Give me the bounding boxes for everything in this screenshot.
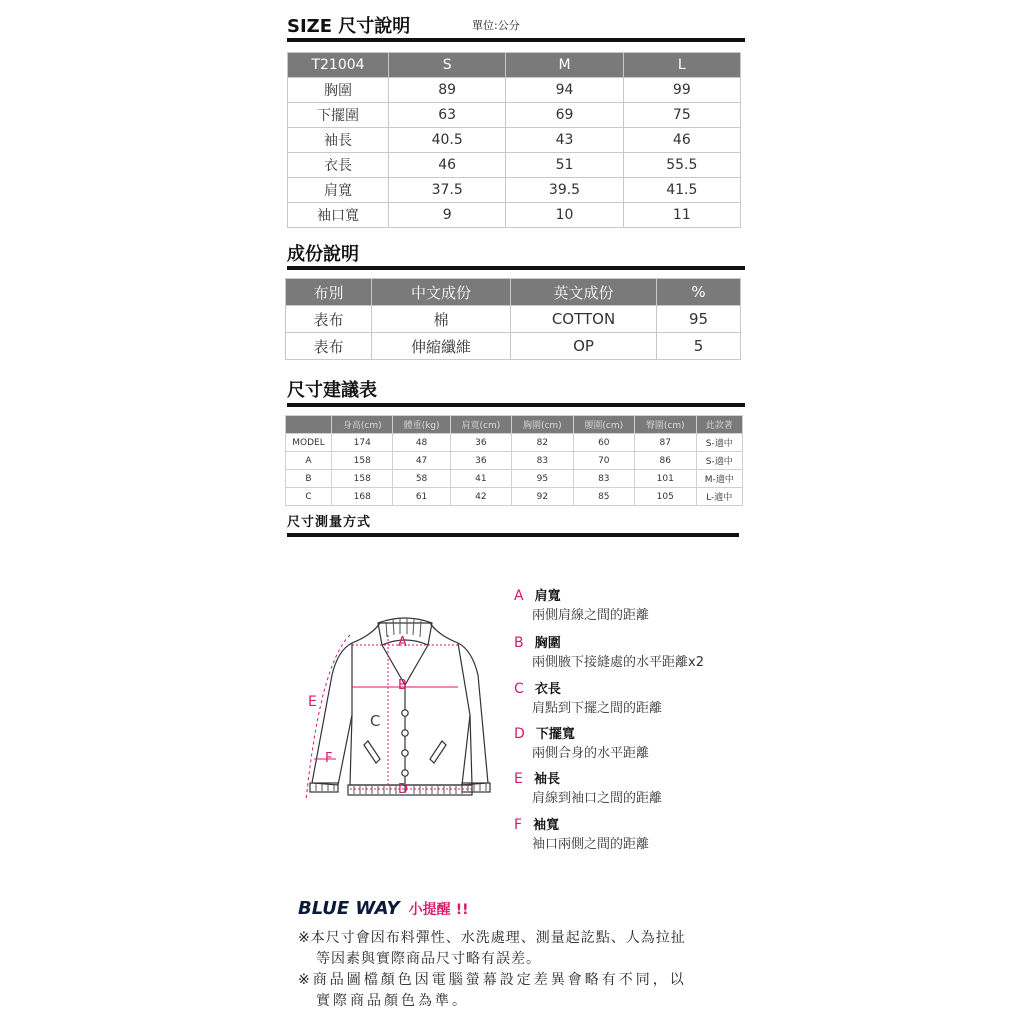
table-cell: 41.5 <box>623 178 740 203</box>
suggest-header-cell: 臀圍(cm) <box>635 416 696 434</box>
unit-label: 單位:公分 <box>472 19 520 32</box>
note-line: ※本尺寸會因布料彈性、水洗處理、測量起訖點、人為拉扯 <box>298 930 686 946</box>
table-row <box>288 103 741 128</box>
composition-table <box>285 278 741 360</box>
diagram-label-f: F <box>325 751 333 766</box>
table-cell: 表布 <box>286 333 372 360</box>
suggest-header-cell: 身高(cm) <box>332 416 393 434</box>
legend-item <box>514 723 649 761</box>
composition-header-cell: 中文成份 <box>372 279 511 306</box>
table-cell: 83 <box>573 470 634 488</box>
table-cell: 伸縮纖維 <box>372 333 511 360</box>
table-row <box>288 78 741 103</box>
reminder-note-1 <box>298 928 686 970</box>
diagram-label-d: D <box>398 782 409 797</box>
diagram-label-a: A <box>398 635 407 650</box>
suggest-header-cell: 此款著 <box>696 416 743 434</box>
table-cell: 46 <box>623 128 740 153</box>
table-cell: 92 <box>512 488 573 506</box>
diagram-label-e: E <box>308 694 317 710</box>
legend-letter: B <box>514 635 524 651</box>
reminder-marks: !! <box>455 902 469 918</box>
table-cell: C <box>286 488 332 506</box>
table-cell: 47 <box>393 452 450 470</box>
legend-title: 下擺寬 <box>535 727 575 742</box>
size-header-cell: T21004 <box>288 53 389 78</box>
table-cell: 58 <box>393 470 450 488</box>
legend-item <box>514 632 704 670</box>
reminder-header <box>298 898 468 919</box>
note-line: 實際商品顏色為準。 <box>316 993 469 1009</box>
table-cell: 46 <box>389 153 506 178</box>
table-cell: 55.5 <box>623 153 740 178</box>
size-header-cell: S <box>389 53 506 78</box>
table-cell: 95 <box>512 470 573 488</box>
suggest-header-cell: 胸圍(cm) <box>512 416 573 434</box>
table-row <box>286 452 743 470</box>
table-cell: B <box>286 470 332 488</box>
table-cell: 70 <box>573 452 634 470</box>
size-header-cell: L <box>623 53 740 78</box>
legend-desc: 肩線到袖口之間的距離 <box>532 791 663 806</box>
size-rule <box>287 38 745 42</box>
reminder-note-2 <box>298 970 687 1012</box>
table-row <box>288 153 741 178</box>
legend-desc: 兩側腋下接縫處的水平距離x2 <box>532 655 704 670</box>
legend-title: 胸圍 <box>534 636 561 651</box>
diagram-label-b: B <box>398 678 407 693</box>
table-cell: 60 <box>573 434 634 452</box>
table-cell: 89 <box>389 78 506 103</box>
composition-header-cell: 布別 <box>286 279 372 306</box>
table-cell: 袖口寬 <box>288 203 389 228</box>
table-cell: 37.5 <box>389 178 506 203</box>
table-cell: 肩寬 <box>288 178 389 203</box>
suggest-header-cell: 腰圍(cm) <box>573 416 634 434</box>
table-cell: COTTON <box>511 306 657 333</box>
table-cell: 86 <box>635 452 696 470</box>
table-cell: 36 <box>450 452 511 470</box>
table-cell: 表布 <box>286 306 372 333</box>
legend-item <box>514 678 662 716</box>
table-cell: 9 <box>389 203 506 228</box>
size-table <box>287 52 741 228</box>
table-cell: 胸圍 <box>288 78 389 103</box>
composition-rule <box>287 266 745 270</box>
composition-title: 成份說明 <box>287 244 359 265</box>
legend-item <box>514 814 649 852</box>
brand-logo: BLUE WAY <box>298 898 400 919</box>
table-cell: OP <box>511 333 657 360</box>
table-cell: 61 <box>393 488 450 506</box>
note-line: 等因素與實際商品尺寸略有誤差。 <box>316 951 541 967</box>
legend-title: 袖長 <box>533 772 560 787</box>
table-cell: A <box>286 452 332 470</box>
table-cell: 袖長 <box>288 128 389 153</box>
table-row <box>286 333 741 360</box>
table-cell: 105 <box>635 488 696 506</box>
table-cell: 99 <box>623 78 740 103</box>
table-cell: 5 <box>657 333 741 360</box>
table-cell: 39.5 <box>506 178 623 203</box>
table-row <box>286 306 741 333</box>
table-cell: 75 <box>623 103 740 128</box>
legend-letter: E <box>514 771 523 787</box>
table-row <box>286 488 743 506</box>
composition-header-cell: % <box>657 279 741 306</box>
table-cell: 48 <box>393 434 450 452</box>
legend-title: 衣長 <box>534 682 561 697</box>
suggest-header-cell <box>286 416 332 434</box>
table-cell: MODEL <box>286 434 332 452</box>
size-header-cell: M <box>506 53 623 78</box>
diagram-label-c: C <box>370 712 381 730</box>
legend-title: 袖寬 <box>533 818 560 833</box>
legend-letter: C <box>514 681 524 697</box>
composition-header-cell: 英文成份 <box>511 279 657 306</box>
table-cell: 85 <box>573 488 634 506</box>
table-cell: 棉 <box>372 306 511 333</box>
table-cell: 82 <box>512 434 573 452</box>
table-cell: 51 <box>506 153 623 178</box>
table-cell: 下擺圍 <box>288 103 389 128</box>
legend-item <box>514 585 649 623</box>
table-cell: 87 <box>635 434 696 452</box>
legend-desc: 袖口兩側之間的距離 <box>532 837 650 852</box>
size-title: SIZE 尺寸說明 <box>287 16 411 37</box>
table-cell: 158 <box>332 470 393 488</box>
table-cell: 174 <box>332 434 393 452</box>
table-cell: 41 <box>450 470 511 488</box>
table-cell: 69 <box>506 103 623 128</box>
legend-title: 肩寬 <box>534 589 561 604</box>
legend-desc: 肩點到下擺之間的距離 <box>532 701 663 716</box>
table-cell: L-適中 <box>696 488 743 506</box>
suggest-header-cell: 體重(kg) <box>393 416 450 434</box>
table-cell: 101 <box>635 470 696 488</box>
legend-letter: A <box>514 588 524 604</box>
table-row <box>286 434 743 452</box>
table-cell: 衣長 <box>288 153 389 178</box>
table-cell: 36 <box>450 434 511 452</box>
size-table-header <box>288 53 741 78</box>
table-cell: S-適中 <box>696 452 743 470</box>
table-row <box>288 203 741 228</box>
table-cell: 94 <box>506 78 623 103</box>
legend-letter: F <box>514 817 523 833</box>
table-row <box>286 470 743 488</box>
table-cell: M-適中 <box>696 470 743 488</box>
table-cell: 40.5 <box>389 128 506 153</box>
note-line: ※商品圖檔顏色因電腦螢幕設定差異會略有不同，以 <box>298 972 687 988</box>
table-cell: 95 <box>657 306 741 333</box>
suggest-table <box>285 415 743 506</box>
legend-desc: 兩側合身的水平距離 <box>532 746 650 761</box>
suggest-header-cell: 肩寬(cm) <box>450 416 511 434</box>
composition-table-header <box>286 279 741 306</box>
reminder-label: 小提醒 <box>408 902 451 918</box>
table-cell: S-適中 <box>696 434 743 452</box>
table-row <box>288 128 741 153</box>
table-cell: 42 <box>450 488 511 506</box>
legend-item <box>514 768 662 806</box>
legend-desc: 兩側肩線之間的距離 <box>532 608 650 623</box>
table-cell: 63 <box>389 103 506 128</box>
table-cell: 11 <box>623 203 740 228</box>
suggest-rule <box>287 403 745 407</box>
table-cell: 10 <box>506 203 623 228</box>
suggest-table-header <box>286 416 743 434</box>
table-cell: 158 <box>332 452 393 470</box>
suggest-title: 尺寸建議表 <box>287 380 377 401</box>
measure-title: 尺寸測量方式 <box>287 515 372 530</box>
table-cell: 43 <box>506 128 623 153</box>
table-cell: 168 <box>332 488 393 506</box>
table-row <box>288 178 741 203</box>
table-cell: 83 <box>512 452 573 470</box>
legend-letter: D <box>514 726 525 742</box>
measure-rule <box>287 533 739 537</box>
